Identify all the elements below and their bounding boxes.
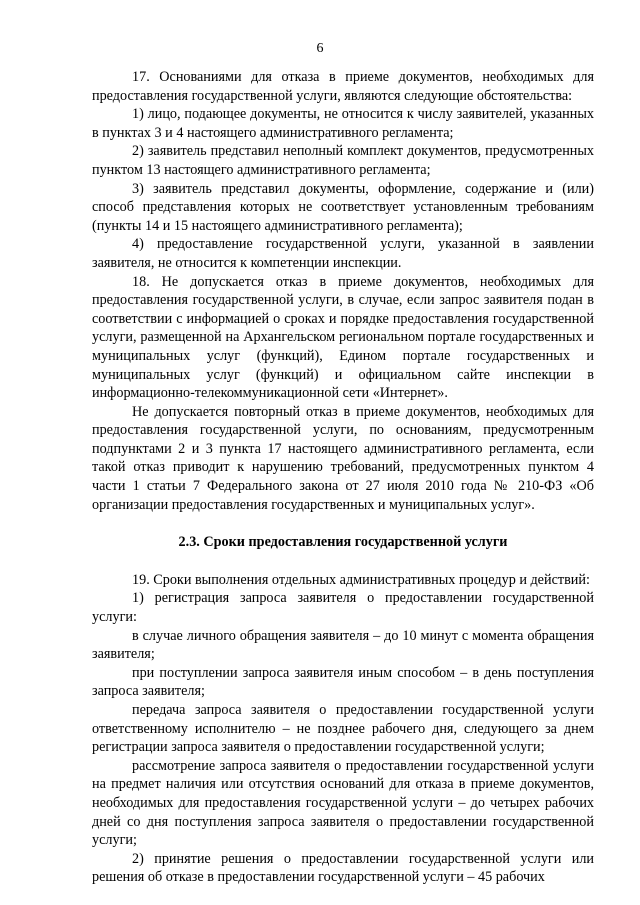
paragraph-17-item-2: 2) заявитель представил неполный комплект документов, предусмотренных пунктом 13 настоящего административного регламента; <box>92 143 594 178</box>
paragraph-19-personal-visit: в случае личного обращения заявителя – до 10 минут с момента обращения заявителя; <box>92 627 594 663</box>
paragraph-18-continuation: Не допускается повторный отказ в приеме документов, необходимых для предоставления государственной услуги, по основаниям, предусмотренным подпунктами 2 и 3 пункта 17 настоящего административного регламента, если такой отказ приводит к нарушению требований, предусмотренных пунктом 4 части 1 статьи 7 Федерального закона от 27 июля 2010 года № 210-ФЗ «Об организации предоставления государственных и муниципальных услуг». <box>92 403 594 513</box>
paragraph-17-item-3: 3) заявитель представил документы, оформление, содержание и (или) способ представления которых не соответствует установленным требованиям (пункты 14 и 15 настоящего административного регламента); <box>92 180 594 234</box>
document-body <box>92 68 594 887</box>
paragraph-18: 18. Не допускается отказ в приеме документов, необходимых для предоставления государственной услуги, в случае, если запрос заявителя подан в соответствии с информацией о сроках и порядке предоставления государственной услуги, размещенной на Архангельском региональном портале государственных и муниципальных услуг (функций), Едином портале государственных и муниципальных услуг (функций) и официальном сайте инспекции в информационно-телекоммуникационной сети «Интернет». <box>92 273 594 402</box>
paragraph-19-item-1: 1) регистрация запроса заявителя о предоставлении государственной услуги: <box>92 590 594 626</box>
paragraph-19-review: рассмотрение запроса заявителя о предоставлении государственной услуги на предмет наличия или отсутствия оснований для отказа в приеме документов, необходимых для предоставления государственной услуги – до четырех рабочих дней со дня поступления запроса заявителя о предоставлении государственной услуги; <box>92 757 594 849</box>
section-heading: 2.3. Сроки предоставления государственной услуги <box>178 534 508 551</box>
paragraph-19: 19. Сроки выполнения отдельных административных процедур и действий: <box>132 571 590 588</box>
paragraph-17-item-4: 4) предоставление государственной услуги, указанной в заявлении заявителя, не относится к компетенции инспекции. <box>92 236 594 271</box>
page-number: 6 <box>316 41 324 56</box>
paragraph-19-transfer: передача запроса заявителя о предоставлении государственной услуги ответственному исполнителю – не позднее рабочего дня, следующего за днем регистрации запроса заявителя о предоставлении государственной услуги; <box>92 702 594 756</box>
paragraph-17-item-1: 1) лицо, подающее документы, не относится к числу заявителей, указанных в пунктах 3 и 4 настоящего административного регламента; <box>92 106 594 141</box>
paragraph-17: 17. Основаниями для отказа в приеме документов, необходимых для предоставления государственной услуги, являются следующие обстоятельства: <box>92 69 594 104</box>
paragraph-19-other-method: при поступлении запроса заявителя иным способом – в день поступления запроса заявителя; <box>92 664 594 700</box>
paragraph-19-item-2: 2) принятие решения о предоставлении государственной услуги или решения об отказе в предоставлении государственной услуги – 45 рабочих <box>92 850 594 886</box>
